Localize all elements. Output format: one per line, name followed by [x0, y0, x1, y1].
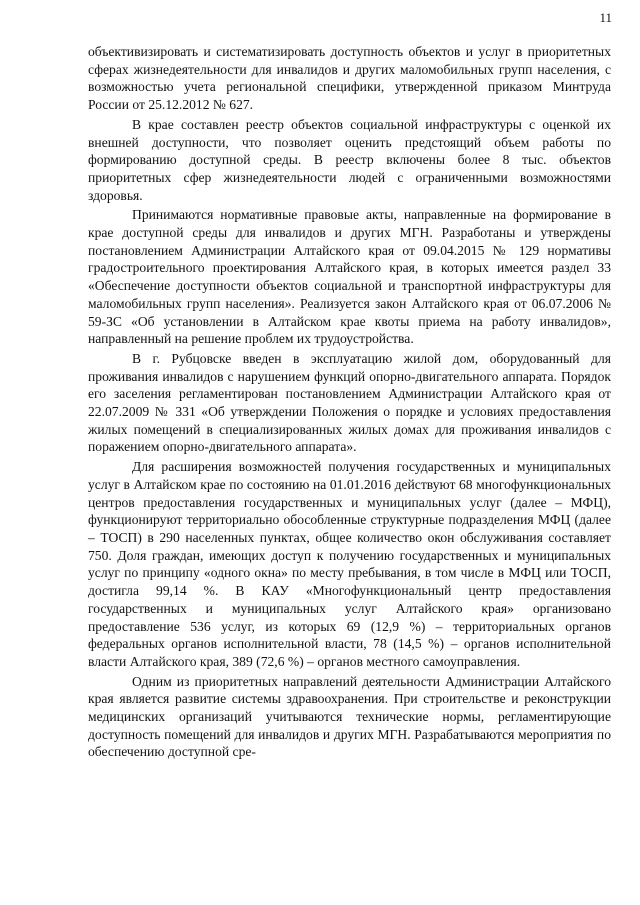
body-text: [88, 43, 611, 761]
paragraph-healthcare: Одним из приоритетных направлений деятельности Администрации Алтайского края является развитие системы здравоохранения. При строительстве и реконструкции медицинских организаций учитываются технические нормы, регламентирующие доступность помещений для инвалидов и других МГН. Разрабатываются мероприятия по обеспечению доступной сре-: [88, 673, 611, 760]
paragraph-legal-acts: Принимаются нормативные правовые акты, направленные на формирование в крае доступной среды для инвалидов и других МГН. Разработаны и утверждены постановлением Администрации Алтайского края от 09.04.2015 № 129 нормативы градостроительного проектирования Алтайского края, в которых имеется раздел 33 «Обеспечение доступности объектов социальной и транспортной инфраструктуры для маломобильных групп населения». Реализуется закон Алтайского края от 06.07.2006 № 59-ЗС «Об установлении в Алтайском крае квоты приема на работу инвалидов», направленный на решение проблем их трудоустройства.: [88, 207, 611, 347]
paragraph-rubtsovsk-housing: В г. Рубцовске введен в эксплуатацию жилой дом, оборудованный для проживания инвалидов с нарушением функций опорно-двигательного аппарата. Порядок его заселения регламентирован постановлением Администрации Алтайского края от 22.07.2009 № 331 «Об утверждении Положения о порядке и условиях предоставления жилых помещений в специализированных жилых домах для проживания инвалидов с поражением опорно-двигательного аппарата».: [88, 350, 611, 455]
paragraph-registry: В крае составлен реестр объектов социальной инфраструктуры с оценкой их внешней доступности, что позволяет оценить предстоящий объем работы по формированию доступной среды. В реестр включены более 8 тыс. объектов приоритетных сфер жизнедеятельности людей с ограниченными возможностями здоровья.: [88, 116, 611, 203]
paragraph-continuation: объективизировать и систематизировать доступность объектов и услуг в приоритетных сферах жизнедеятельности для инвалидов и других маломобильных групп населения, с возможностью учета региональной специфики, утвержденной приказом Минтруда России от 25.12.2012 № 627.: [88, 44, 611, 113]
paragraph-mfc-services: Для расширения возможностей получения государственных и муниципальных услуг в Алтайском крае по состоянию на 01.01.2016 действуют 68 многофункциональных центров предоставления государственных и муниципальных услуг (далее – МФЦ), функционируют территориально обособленные структурные подразделения МФЦ (далее – ТОСП) в 290 населенных пунктах, общее количество окон обслуживания составляет 750. Доля граждан, имеющих доступ к получению государственных и муниципальных услуг по принципу «одного окна» по месту пребывания, в том числе в МФЦ или ТОСП, достигла 99,14 %. В КАУ «Многофункциональный центр предоставления государственных и муниципальных услуг Алтайского края» организовано предоставление 536 услуг, из которых 69 (12,9 %) – территориальных органов федеральных органов исполнительной власти, 78 (14,5 %) – органов исполнительной власти Алтайского края, 389 (72,6 %) – органов местного самоуправления.: [88, 459, 611, 669]
page-number: 11: [599, 10, 612, 25]
